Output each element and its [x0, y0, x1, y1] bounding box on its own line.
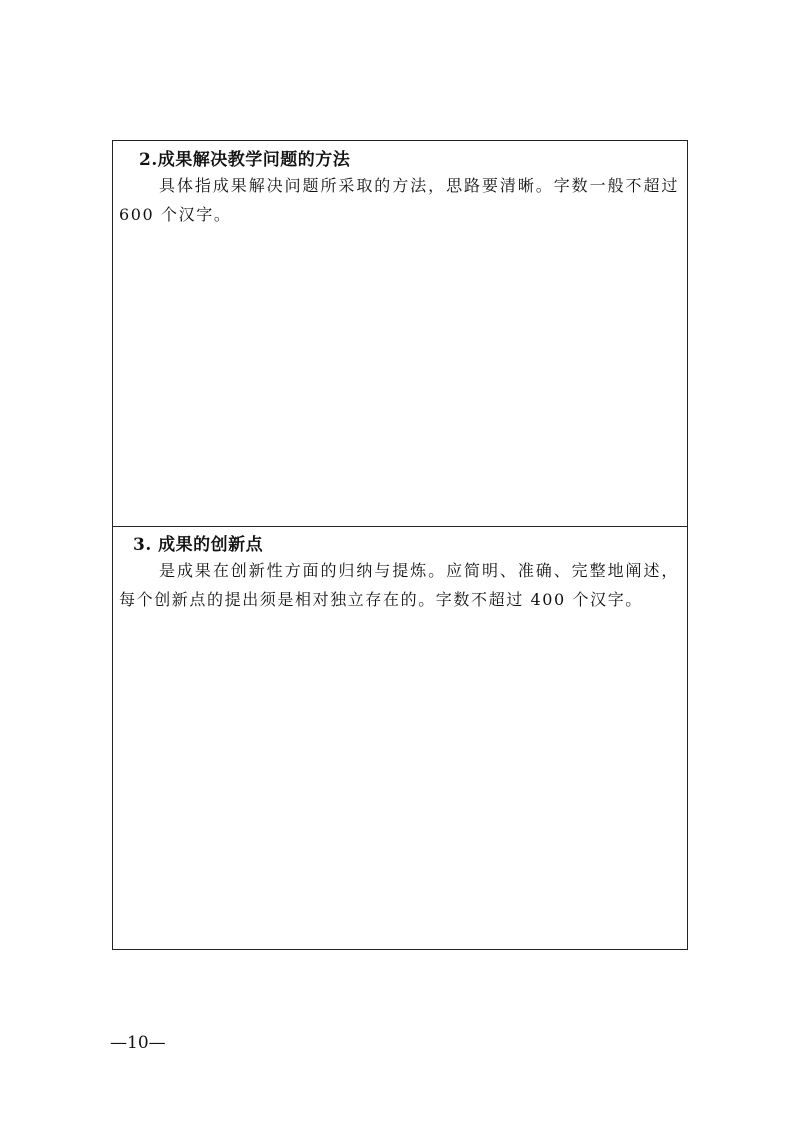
section-title: 2.成果解决教学问题的方法: [139, 150, 351, 170]
section-description: 是成果在创新性方面的归纳与提炼。应简明、准确、完整地阐述，每个创新点的提出须是相对独立存在的。字数不超过 400 个汉字。: [119, 561, 679, 609]
section-description: 具体指成果解决问题所采取的方法，思路要清晰。字数一般不超过 600 个汉字。: [119, 176, 679, 224]
section-innovation-points: [113, 527, 687, 949]
page-number: —10—: [110, 1033, 166, 1053]
section-title: 3. 成果的创新点: [133, 535, 264, 555]
form-table: [112, 140, 688, 950]
section-teaching-methods: [113, 141, 687, 527]
